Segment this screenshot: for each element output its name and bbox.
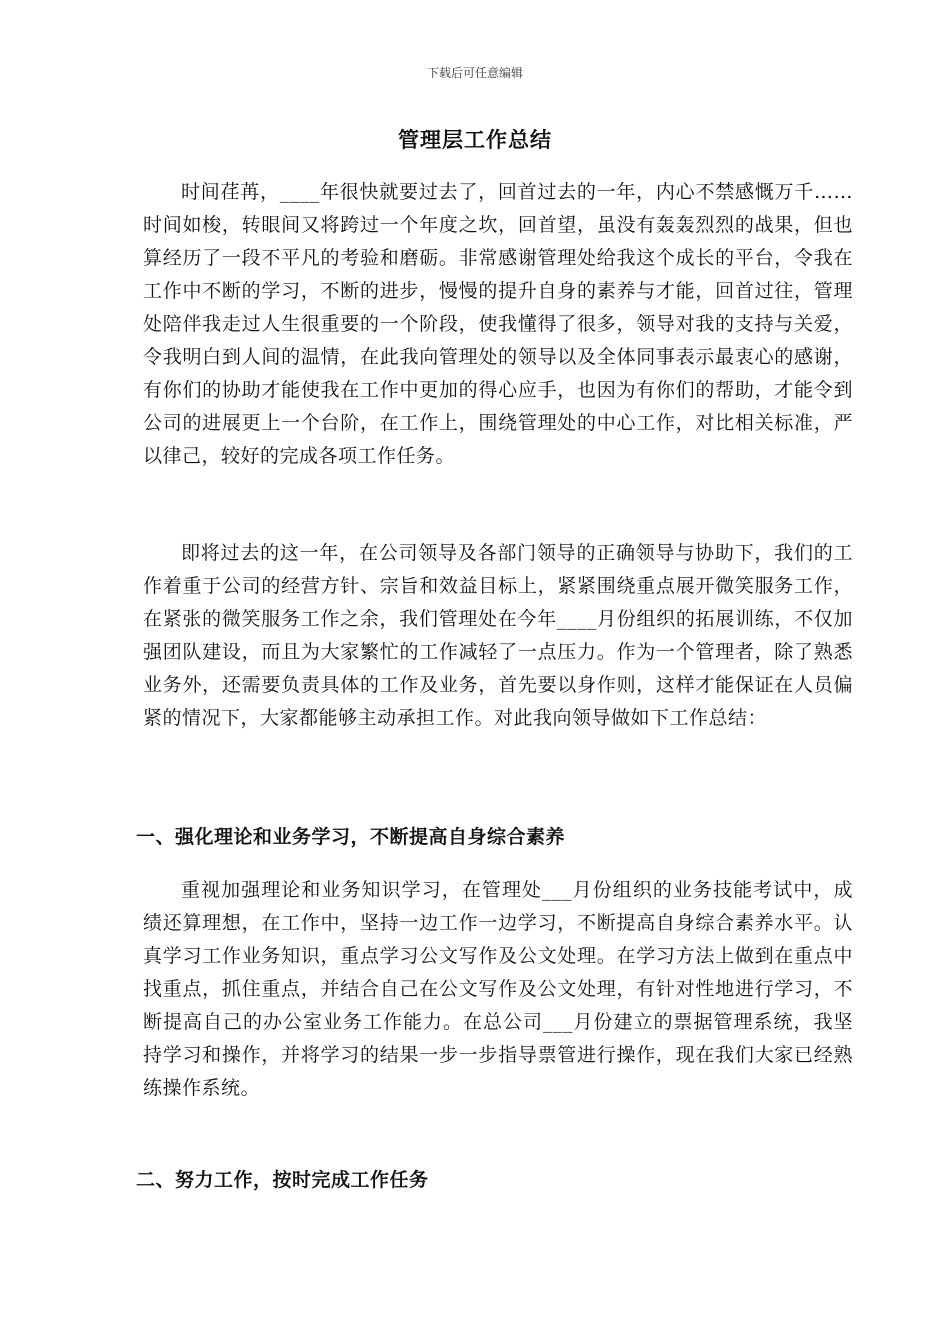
section-heading-1: 一、强化理论和业务学习，不断提高自身综合素养 bbox=[136, 826, 566, 848]
section-heading-2: 二、努力工作，按时完成工作任务 bbox=[136, 1169, 429, 1191]
paragraph-1: 时间荏苒，____年很快就要过去了，回首过去的一年，内心不禁感慨万千……时间如梭，转眼间又将跨过一个年度之坎，回首望，虽没有轰轰烈烈的战果，但也算经历了一段不平凡的考验和磨砺。非常感谢管理处给我这个成长的平台，令我在工作中不断的学习，不断的进步，慢慢的提升自身的素养与才能，回首过往，管理处陪伴我走过人生很重要的一个阶段，使我懂得了很多，领导对我的支持与关爱，令我明白到人间的温情，在此我向管理处的领导以及全体同事表示最衷心的感谢，有你们的协助才能使我在工作中更加的得心应手，也因为有你们的帮助，才能令到公司的进展更上一个台阶，在工作上，围绕管理处的中心工作，对比相关标准，严以律己，较好的完成各项工作任务。 bbox=[143, 181, 853, 467]
document-title: 管理层工作总结 bbox=[398, 128, 552, 152]
paragraph-2: 即将过去的这一年，在公司领导及各部门领导的正确领导与协助下，我们的工作着重于公司的经营方针、宗旨和效益目标上，紧紧围绕重点展开微笑服务工作，在紧张的微笑服务工作之余，我们管理处在今年____月份组织的拓展训练，不仅加强团队建设，而且为大家繁忙的工作减轻了一点压力。作为一个管理者，除了熟悉业务外，还需要负责具体的工作及业务，首先要以身作则，这样才能保证在人员偏紧的情况下，大家都能够主动承担工作。对此我向领导做如下工作总结： bbox=[143, 542, 853, 729]
paragraph-3: 重视加强理论和业务知识学习，在管理处___月份组织的业务技能考试中，成绩还算理想，在工作中，坚持一边工作一边学习，不断提高自身综合素养水平。认真学习工作业务知识，重点学习公文写作及公文处理。在学习方法上做到在重点中找重点，抓住重点，并结合自己在公文写作及公文处理，有针对性地进行学习，不断提高自己的办公室业务工作能力。在总公司___月份建立的票据管理系统，我坚持学习和操作，并将学习的结果一步一步指导票管进行操作，现在我们大家已经熟练操作系统。 bbox=[143, 879, 853, 1099]
download-note: 下载后可任意编辑 bbox=[426, 66, 523, 80]
